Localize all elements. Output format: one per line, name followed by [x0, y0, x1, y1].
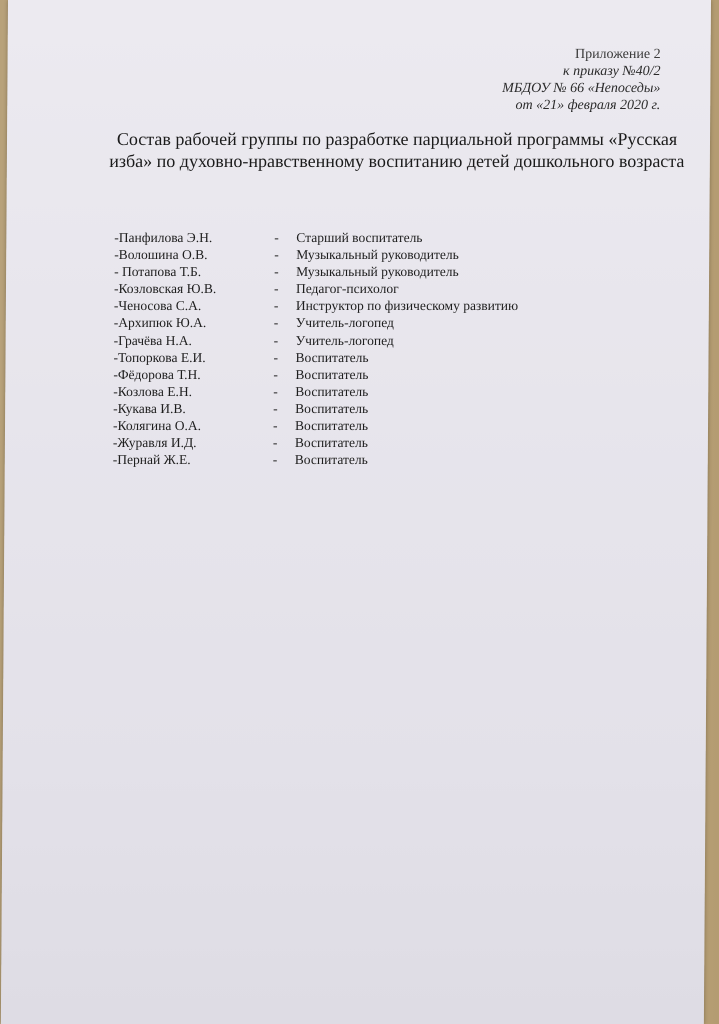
- member-name: -Волошина О.В.: [114, 247, 208, 263]
- order-reference: к приказу №40/2: [563, 64, 661, 79]
- separator-dash: -: [272, 418, 278, 434]
- member-role: Старший воспитатель: [296, 230, 423, 245]
- member-role: Воспитатель: [294, 418, 369, 434]
- member-name: -Козловская Ю.В.: [113, 281, 217, 297]
- member-name: -Пернай Ж.Е.: [112, 452, 191, 468]
- member-role: Музыкальный руководитель: [296, 247, 459, 263]
- member-role: Воспитатель: [295, 349, 369, 365]
- member-role: Воспитатель: [294, 452, 368, 468]
- separator-dash: -: [273, 298, 279, 314]
- member-name: -Панфилова Э.Н.: [114, 230, 213, 245]
- member-name: -Кукава И.В.: [113, 400, 186, 416]
- separator-dash: -: [274, 247, 279, 263]
- member-role: Инструктор по физическому развитию: [295, 298, 519, 314]
- member-row: [114, 332, 518, 349]
- order-date: от «21» февраля 2020 г.: [515, 98, 661, 113]
- member-name: -Журавля И.Д.: [112, 435, 197, 451]
- member-row: [114, 229, 518, 246]
- member-name: -Фёдорова Т.Н.: [113, 366, 201, 382]
- document-page: [1, 0, 711, 1024]
- member-name: -Архипюк Ю.А.: [113, 315, 207, 331]
- member-row: [114, 246, 518, 263]
- member-row: [114, 280, 518, 297]
- member-name: -Колягина О.А.: [112, 418, 202, 434]
- member-name: -Грачёва Н.А.: [113, 332, 192, 348]
- separator-dash: -: [272, 452, 278, 468]
- separator-dash: -: [273, 400, 278, 416]
- member-row: [113, 400, 517, 417]
- member-role: Учитель-логопед: [295, 315, 395, 331]
- separator-dash: -: [273, 349, 279, 365]
- member-row: [113, 417, 517, 434]
- appendix-number: Приложение 2: [574, 47, 661, 62]
- organization-name: МБДОУ № 66 «Непоседы»: [502, 81, 661, 96]
- member-name: -Козлова Е.Н.: [113, 383, 193, 399]
- member-row: [114, 314, 518, 331]
- member-role: Воспитатель: [295, 366, 369, 382]
- separator-dash: -: [273, 281, 279, 297]
- member-role: Музыкальный руководитель: [296, 264, 459, 280]
- member-name: - Потапова Т.Б.: [114, 264, 202, 280]
- separator-dash: -: [273, 383, 278, 399]
- member-row: [114, 297, 518, 314]
- member-row: [113, 434, 517, 451]
- member-role: Учитель-логопед: [295, 332, 394, 348]
- separator-dash: -: [272, 435, 278, 451]
- separator-dash: -: [274, 264, 279, 280]
- document-title: Состав рабочей группы по разработке парциальной программы «Русская изба» по духовно-нравственному воспитанию детей дошкольного возраста: [109, 129, 685, 171]
- member-row: [113, 451, 517, 468]
- member-row: [114, 263, 518, 280]
- member-row: [113, 366, 517, 383]
- separator-dash: -: [273, 332, 279, 348]
- member-role: Воспитатель: [295, 400, 369, 416]
- separator-dash: -: [273, 366, 278, 382]
- member-role: Воспитатель: [294, 435, 368, 451]
- member-name: -Топоркова Е.И.: [113, 349, 206, 365]
- member-name: -Ченосова С.А.: [113, 298, 202, 314]
- separator-dash: -: [274, 230, 279, 245]
- members-list: [113, 229, 519, 468]
- member-role: Педагог-психолог: [295, 281, 399, 297]
- member-role: Воспитатель: [295, 383, 369, 399]
- separator-dash: -: [273, 315, 279, 331]
- member-row: [113, 349, 517, 366]
- member-row: [113, 383, 517, 400]
- appendix-header: [502, 46, 661, 114]
